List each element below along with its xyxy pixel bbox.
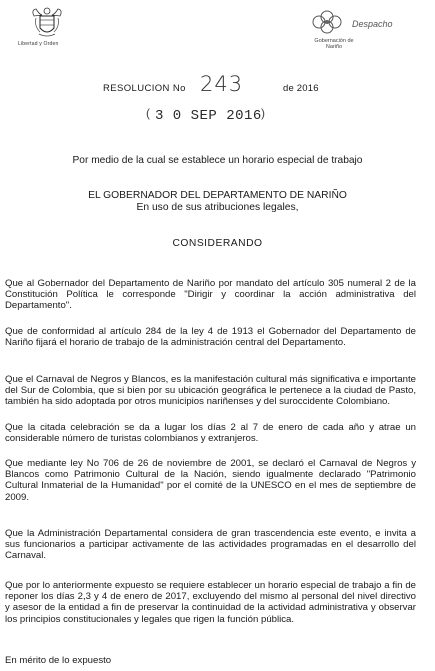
- crest-caption: Libertad y Orden: [18, 41, 59, 47]
- closing-line: En mérito de lo expuesto: [5, 655, 112, 666]
- date-stamp: 3 0 SEP 2016: [155, 108, 262, 124]
- resolution-year: de 2016: [283, 83, 319, 94]
- governor-block: [0, 190, 435, 213]
- paragraph: Que la citada celebración se da a lugar los días 2 al 7 de enero de cada año y atrae un considerable número de turistas colombianos y extranjeros.: [5, 422, 416, 445]
- paragraph: Que al Gobernador del Departamento de Nariño por mandato del artículo 305 numeral 2 de la Constitución Política le corresponde "Dirigir y coordinar la acción administrativa del Departamento".: [5, 278, 416, 312]
- resolution-subtitle: Por medio de la cual se establece un horario especial de trabajo: [72, 155, 363, 166]
- resolution-label: RESOLUCION No: [103, 83, 186, 94]
- paragraph: Que por lo anteriormente expuesto se requiere establecer un horario especial de trabajo a fin de reponer los días 2,3 y 4 de enero de 2017, excluyendo del mismo al personal del nivel directivo y asesor de la entidad a fin de preservar la continuidad de la actividad administrativa y observar los principios constitucionales y legales que rigen la función pública.: [5, 580, 416, 625]
- paragraph: Que de conformidad al artículo 284 de la ley 4 de 1913 el Gobernador del Departamento de Nariño fijará el horario de trabajo de la administración central del Departamento.: [5, 326, 416, 349]
- narino-logo-icon: [309, 8, 345, 36]
- stamp-paren-left: (: [146, 106, 150, 120]
- considerando-heading: CONSIDERANDO: [172, 238, 263, 249]
- narino-logo-caption: Gobernación de Nariño: [314, 38, 354, 50]
- paragraph: Que el Carnaval de Negros y Blancos, es la manifestación cultural más significativa e importante del Sur de Colombia, que si bien por su ubicación geográfica le pertenece a la ciudad de Pasto, también ha sido adoptada por otros municipios nariñenses y del suroccidente Colombiano.: [5, 374, 416, 408]
- paragraph: Que mediante ley No 706 de 26 de noviembre de 2001, se declaró el Carnaval de Negros y Blancos como Patrimonio Cultural de la Nación, siendo igualmente declarado "Patrimonio Cultural Inmaterial de la Humanidad" por el comité de la UNESCO en el mes de septiembre de 2009.: [5, 458, 416, 503]
- governor-title: EL GOBERNADOR DEL DEPARTAMENTO DE NARIÑO: [88, 190, 347, 201]
- paragraph: Que la Administración Departamental considera de gran trascendencia este evento, e invita a sus funcionarios a participar activamente de las actividades programadas en el desarrollo del Carnaval.: [5, 528, 416, 562]
- coat-of-arms-icon: [30, 6, 64, 40]
- resolution-number: 243: [200, 72, 244, 96]
- stamp-paren-right: ): [261, 106, 265, 120]
- governor-powers: En uso de sus atribuciones legales,: [136, 201, 299, 213]
- despacho-label: Despacho: [352, 19, 393, 29]
